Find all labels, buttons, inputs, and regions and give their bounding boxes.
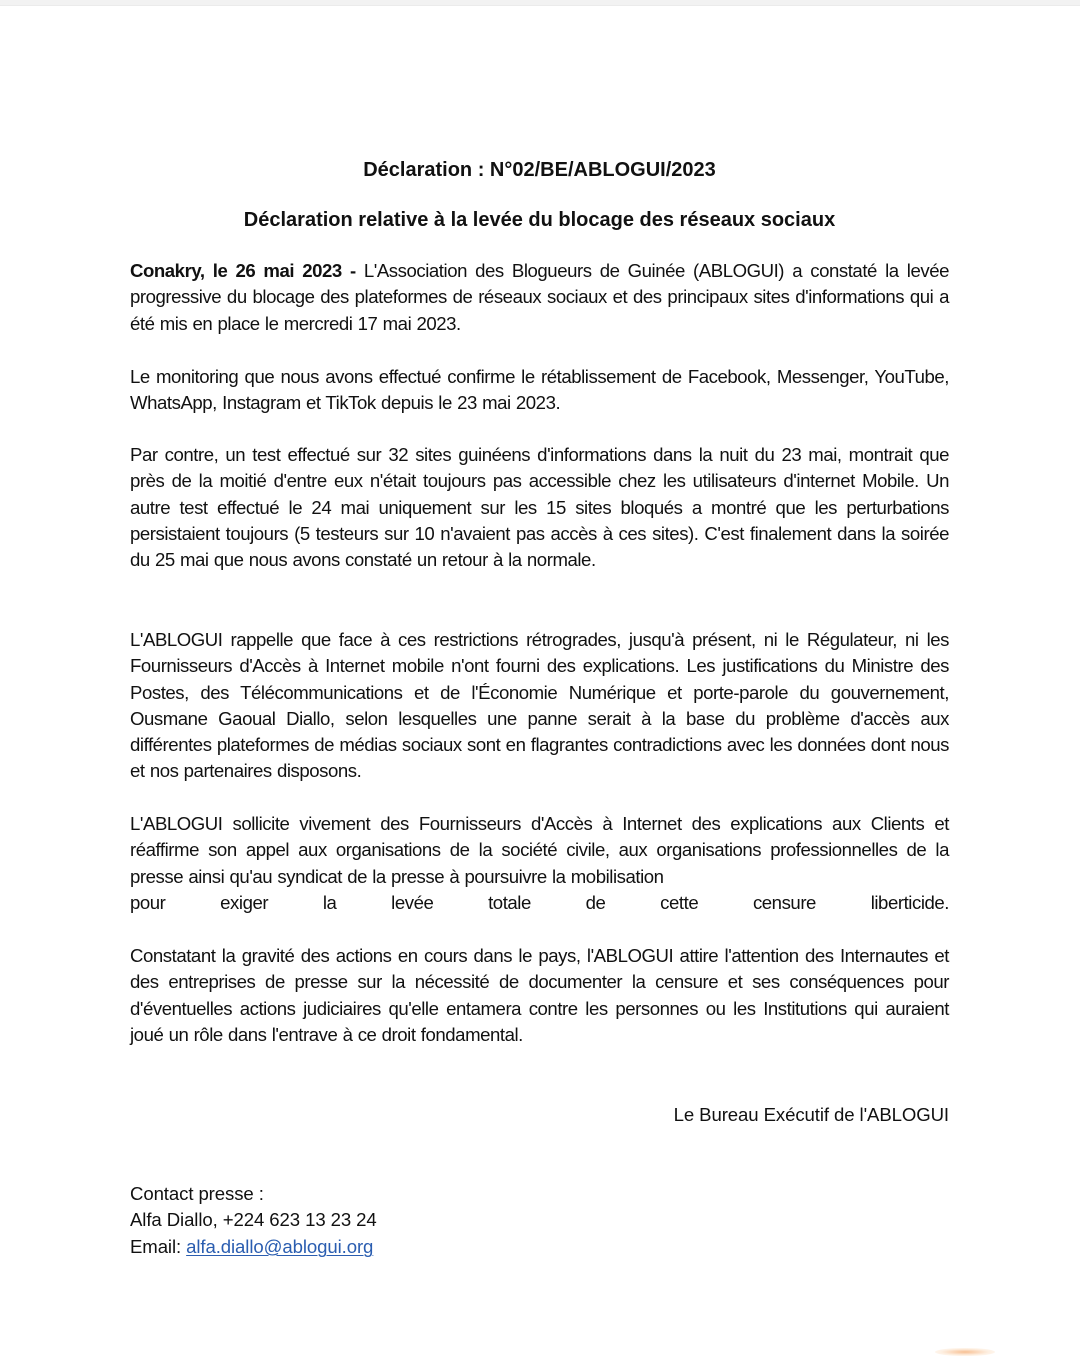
corner-light-artifact bbox=[935, 1348, 995, 1356]
email-link[interactable]: alfa.diallo@ablogui.org bbox=[186, 1235, 374, 1257]
declaration-title: Déclaration relative à la levée du blocage des réseaux sociaux bbox=[243, 209, 836, 231]
press-contact bbox=[130, 1181, 377, 1260]
paragraph-tests bbox=[130, 442, 949, 573]
contact-name-phone: Alfa Diallo, +224 623 13 23 24 bbox=[130, 1209, 377, 1231]
paragraph-text: Constatant la gravité des actions en cours dans le pays, l'ABLOGUI attire l'attention des Internautes et des entreprises de presse sur la nécessité de documenter la censure et ses conséquences pour d'éventuelles actions judiciaires qu'elle entamera contre les personnes ou les Institutions qui auraient joué un rôle dans l'entrave à ce droit fondamental. bbox=[130, 945, 949, 1045]
paragraph-monitoring bbox=[130, 364, 949, 417]
paragraph-intro bbox=[130, 258, 949, 337]
signature: Le Bureau Exécutif de l'ABLOGUI bbox=[673, 1104, 949, 1125]
contact-email-line bbox=[130, 1234, 377, 1260]
paragraph-justifications bbox=[130, 627, 949, 785]
paragraph-appeal bbox=[130, 811, 949, 916]
paragraph-text: Le monitoring que nous avons effectué confirme le rétablissement de Facebook, Messenger, YouTube, WhatsApp, Instagram et TikTok depuis le 23 mai 2023. bbox=[130, 366, 949, 414]
contact-label: Contact presse : bbox=[130, 1183, 264, 1204]
declaration-number-heading: Déclaration : N°02/BE/ABLOGUI/2023 bbox=[363, 159, 716, 181]
paragraph-last-line: pour exiger la levée totale de cette censure liberticide. bbox=[130, 891, 949, 913]
top-edge-bar bbox=[0, 0, 1080, 6]
paragraph-text: L'Association des Blogueurs de Guinée (ABLOGUI) a constaté la levée progressive du blocage des plateformes de réseaux sociaux et des principaux sites d'informations qui a été mis en place le mercredi 17 mai 2023. bbox=[130, 260, 949, 334]
paragraph-text: L'ABLOGUI rappelle que face à ces restrictions rétrogrades, jusqu'à présent, ni le Régulateur, ni les Fournisseurs d'Accès à Internet mobile n'ont fourni des explications. Les justifications du Ministre des Postes, des Télécommunications et de l'Économie Numérique et porte-parole du gouvernement, Ousmane Gaoual Diallo, selon lesquelles une panne serait à la base du problème d'accès aux différentes plateformes de médias sociaux sont en flagrantes contradictions avec les données dont nous et nos partenaires disposons. bbox=[130, 629, 949, 782]
paragraph-text: L'ABLOGUI sollicite vivement des Fournisseurs d'Accès à Internet des explications aux Clients et réaffirme son appel aux organisations de la société civile, aux organisations professionnelles de la presse ainsi qu'au syndicat de la presse à poursuivre la mobilisation bbox=[130, 813, 949, 887]
email-label: Email: bbox=[130, 1235, 187, 1257]
paragraph-documentation bbox=[130, 943, 949, 1048]
paragraph-text: Par contre, un test effectué sur 32 sites guinéens d'informations dans la nuit du 23 mai, montrait que près de la moitié d'entre eux n'était toujours pas accessible chez les utilisateurs d'internet Mobile. Un autre test effectué le 24 mai uniquement sur les 15 sites bloqués a montré que les perturbations persistaient toujours (5 testeurs sur 10 n'avaient pas accès à ces sites). C'est finalement dans la soirée du 25 mai que nous avons constaté un retour à la normale. bbox=[130, 444, 949, 571]
dateline: Conakry, le 26 mai 2023 - bbox=[130, 260, 356, 281]
